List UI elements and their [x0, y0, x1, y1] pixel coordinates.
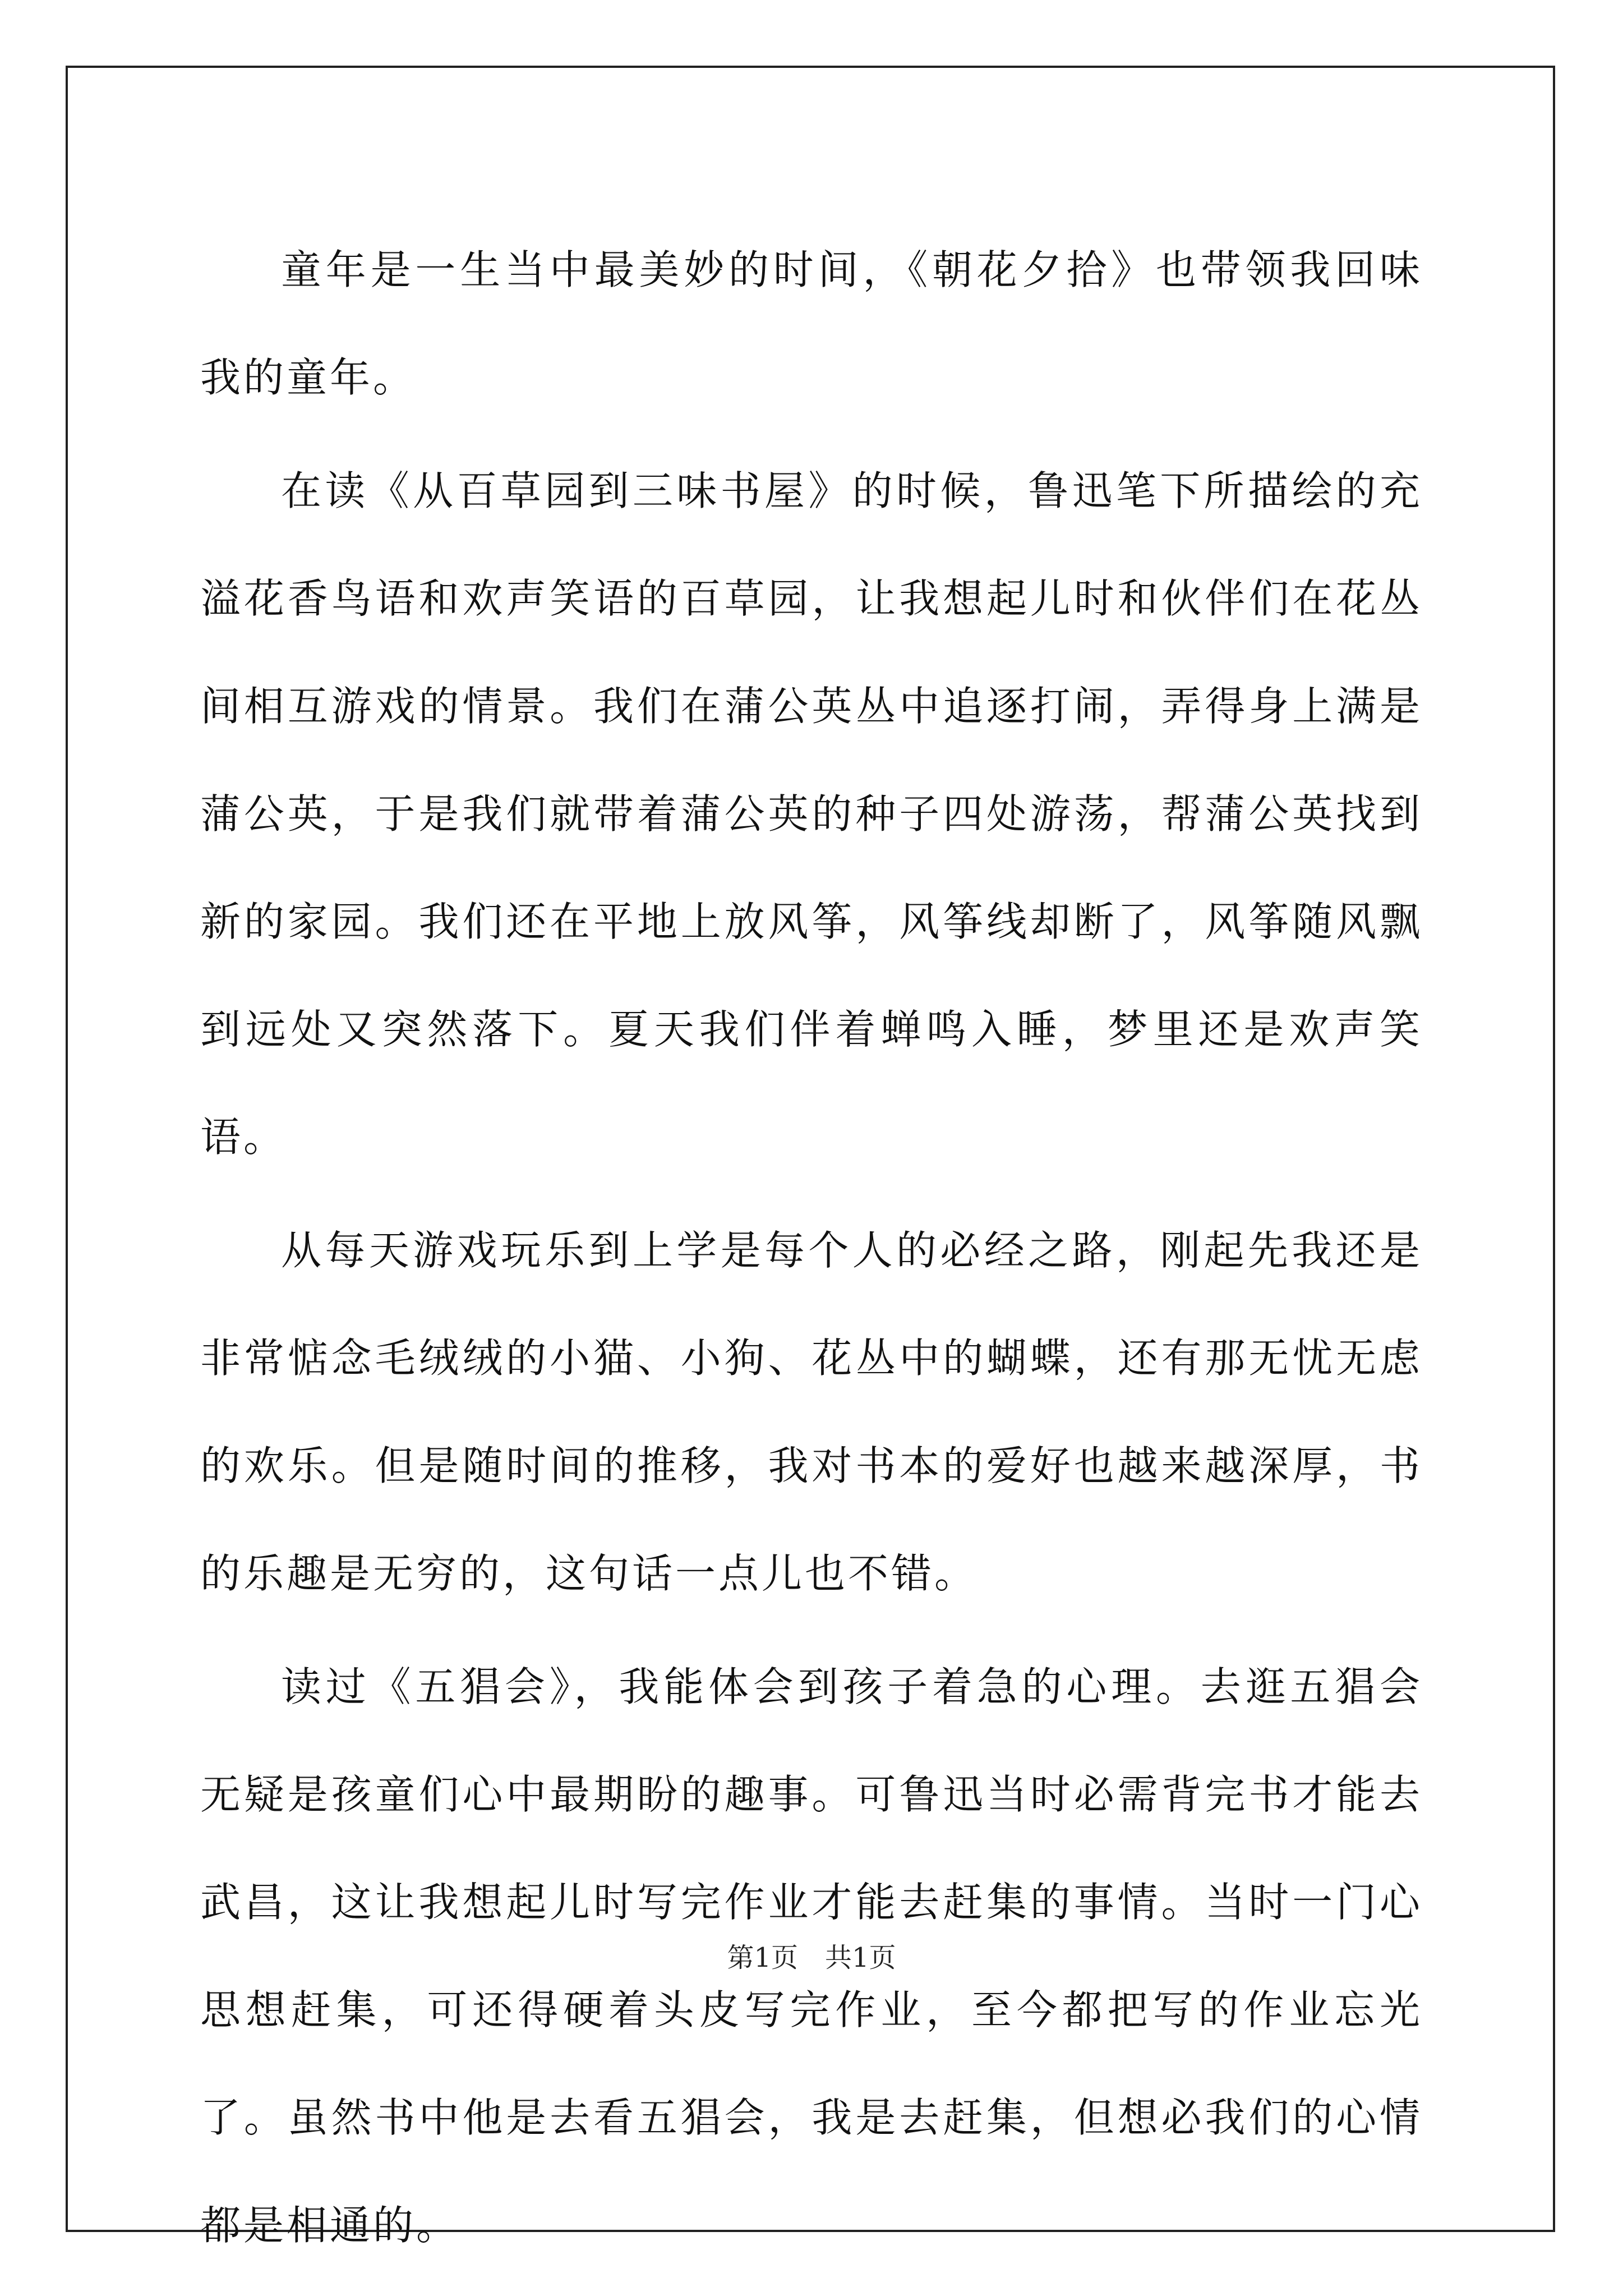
paragraph-1: 童年是一生当中最美妙的时间，《朝花夕拾》也带领我回味我的童年。	[200, 246, 1423, 401]
paragraph-3: 从每天游戏玩乐到上学是每个人的必经之路，刚起先我还是非常惦念毛绒绒的小猫、小狗、花丛中的蝴蝶，还有那无忧无虑的欢乐。但是随时间的推移，我对书本的爱好也越来越深厚，书的乐趣是无穷的，这句话一点儿也不错。	[200, 1227, 1423, 1597]
paragraph-2: 在读《从百草园到三味书屋》的时候，鲁迅笔下所描绘的充溢花香鸟语和欢声笑语的百草园，让我想起儿时和伙伴们在花丛间相互游戏的情景。我们在蒲公英丛中追逐打闹，弄得身上满是蒲公英，于是我们就带着蒲公英的种子四处游荡，帮蒲公英找到新的家园。我们还在平地上放风筝，风筝线却断了，风筝随风飘到远处又突然落下。夏天我们伴着蝉鸣入睡，梦里还是欢声笑语。	[200, 467, 1423, 1161]
page-number-footer: 第1页 共1页	[727, 1942, 896, 1973]
paragraph-4: 读过《五猖会》，我能体会到孩子着急的心理。去逛五猖会无疑是孩童们心中最期盼的趣事。可鲁迅当时必需背完书才能去武昌，这让我想起儿时写完作业才能去赶集的事情。当时一门心思想赶集，可还得硬着头皮写完作业，至今都把写的作业忘光了。虽然书中他是去看五猖会，我是去赶集，但想必我们的心情都是相通的。	[200, 1663, 1423, 2249]
